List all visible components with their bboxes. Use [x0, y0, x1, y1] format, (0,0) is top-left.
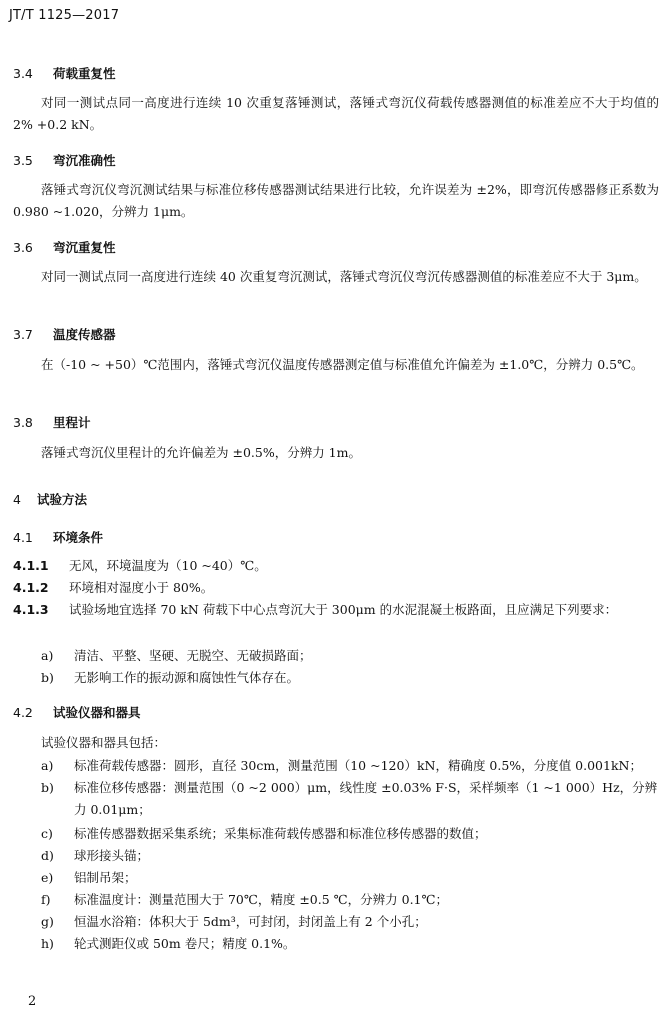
section-number: 3.4 [13, 66, 33, 81]
clause-4-1-3 [13, 599, 659, 621]
clause-number: 4.1.3 [13, 602, 49, 617]
list-marker: c) [41, 826, 53, 841]
list-marker: b) [41, 780, 54, 795]
list-item [41, 823, 659, 845]
chapter-4-heading [13, 490, 87, 508]
section-number: 4.1 [13, 530, 33, 545]
list-text: 标准荷载传感器：圆形，直径 30cm，测量范围（10 ~120）kN，精确度 0.5%，分度值 0.001kN； [74, 758, 642, 773]
list-text: 球形接头锚； [74, 848, 150, 863]
list-text: 清洁、平整、坚硬、无脱空、无破损路面； [74, 648, 312, 663]
list-marker: g) [41, 914, 54, 929]
clause-text: 环境相对湿度小于 80%。 [69, 580, 214, 595]
list-item [41, 777, 659, 821]
section-3-4-heading [13, 64, 116, 82]
list-item [41, 867, 659, 889]
section-3-7-body: 在（-10 ~ +50）℃范围内，落锤式弯沉仪温度传感器测定值与标准值允许偏差为 ±1.0℃，分辨力 0.5℃。 [41, 357, 644, 372]
list-item [41, 645, 659, 667]
section-title: 温度传感器 [53, 327, 116, 342]
section-title: 弯沉重复性 [53, 240, 116, 255]
section-3-5-body: 落锤式弯沉仪弯沉测试结果与标准位移传感器测试结果进行比较，允许误差为 ±2%，即弯沉传感器修正系数为 0.980 ~1.020，分辨力 1μm。 [13, 182, 659, 219]
section-number: 3.8 [13, 415, 33, 430]
list-marker: a) [41, 758, 54, 773]
section-3-8-heading [13, 413, 91, 431]
section-number: 3.6 [13, 240, 33, 255]
section-3-8-body: 落锤式弯沉仪里程计的允许偏差为 ±0.5%，分辨力 1m。 [41, 445, 361, 460]
section-3-5-heading [13, 151, 116, 169]
clause-text: 无风，环境温度为（10 ~40）℃。 [69, 558, 267, 573]
list-text: 标准传感器数据采集系统；采集标准荷载传感器和标准位移传感器的数值； [74, 826, 487, 841]
chapter-title: 试验方法 [37, 492, 88, 507]
section-4-2-intro: 试验仪器和器具包括： [41, 735, 167, 750]
list-item [41, 933, 659, 955]
list-marker: b) [41, 670, 54, 685]
section-3-6-heading [13, 238, 116, 256]
section-title: 里程计 [53, 415, 91, 430]
list-item [41, 889, 659, 911]
section-title: 环境条件 [53, 530, 104, 545]
section-number: 4.2 [13, 705, 33, 720]
clause-number: 4.1.1 [13, 558, 49, 573]
list-text: 标准温度计：测量范围大于 70℃，精度 ±0.5 ℃，分辨力 0.1℃； [74, 892, 448, 907]
list-item [41, 845, 659, 867]
chapter-number: 4 [13, 492, 21, 507]
list-marker: h) [41, 936, 54, 951]
clause-4-1-1 [13, 555, 659, 577]
list-marker: d) [41, 848, 54, 863]
section-number: 3.7 [13, 327, 33, 342]
section-4-2-heading [13, 703, 141, 721]
section-3-7-heading [13, 325, 116, 343]
list-text: 恒温水浴箱：体积大于 5dm³，可封闭，封闭盖上有 2 个小孔； [74, 914, 427, 929]
section-title: 弯沉准确性 [53, 153, 116, 168]
list-text: 标准位移传感器：测量范围（0 ~2 000）μm，线性度 ±0.03% F·S，采样频率（1 ~1 000）Hz，分辨力 0.01μm； [74, 780, 658, 817]
section-3-6-body: 对同一测试点同一高度进行连续 40 次重复弯沉测试，落锤式弯沉仪弯沉传感器测值的标准差应不大于 3μm。 [41, 269, 647, 284]
list-text: 无影响工作的振动源和腐蚀性气体存在。 [74, 670, 300, 685]
section-4-1-heading [13, 528, 103, 546]
page-number: 2 [28, 994, 37, 1009]
section-3-4-body: 对同一测试点同一高度进行连续 10 次重复落锤测试，落锤式弯沉仪荷载传感器测值的标准差应不大于均值的 2% +0.2 kN。 [13, 95, 659, 132]
clause-4-1-2 [13, 577, 659, 599]
list-text: 轮式测距仪或 50m 卷尺；精度 0.1%。 [74, 936, 296, 951]
list-marker: a) [41, 648, 54, 663]
list-marker: f) [41, 892, 51, 907]
list-item [41, 667, 659, 689]
section-title: 试验仪器和器具 [53, 705, 141, 720]
clause-text: 试验场地宜选择 70 kN 荷载下中心点弯沉大于 300μm 的水泥混凝土板路面，且应满足下列要求： [69, 602, 618, 617]
section-number: 3.5 [13, 153, 33, 168]
list-marker: e) [41, 870, 54, 885]
list-text: 铝制吊架； [74, 870, 137, 885]
standard-number: JT/T 1125—2017 [9, 8, 120, 23]
section-title: 荷载重复性 [53, 66, 116, 81]
list-item [41, 755, 659, 777]
list-item [41, 911, 659, 933]
clause-number: 4.1.2 [13, 580, 49, 595]
